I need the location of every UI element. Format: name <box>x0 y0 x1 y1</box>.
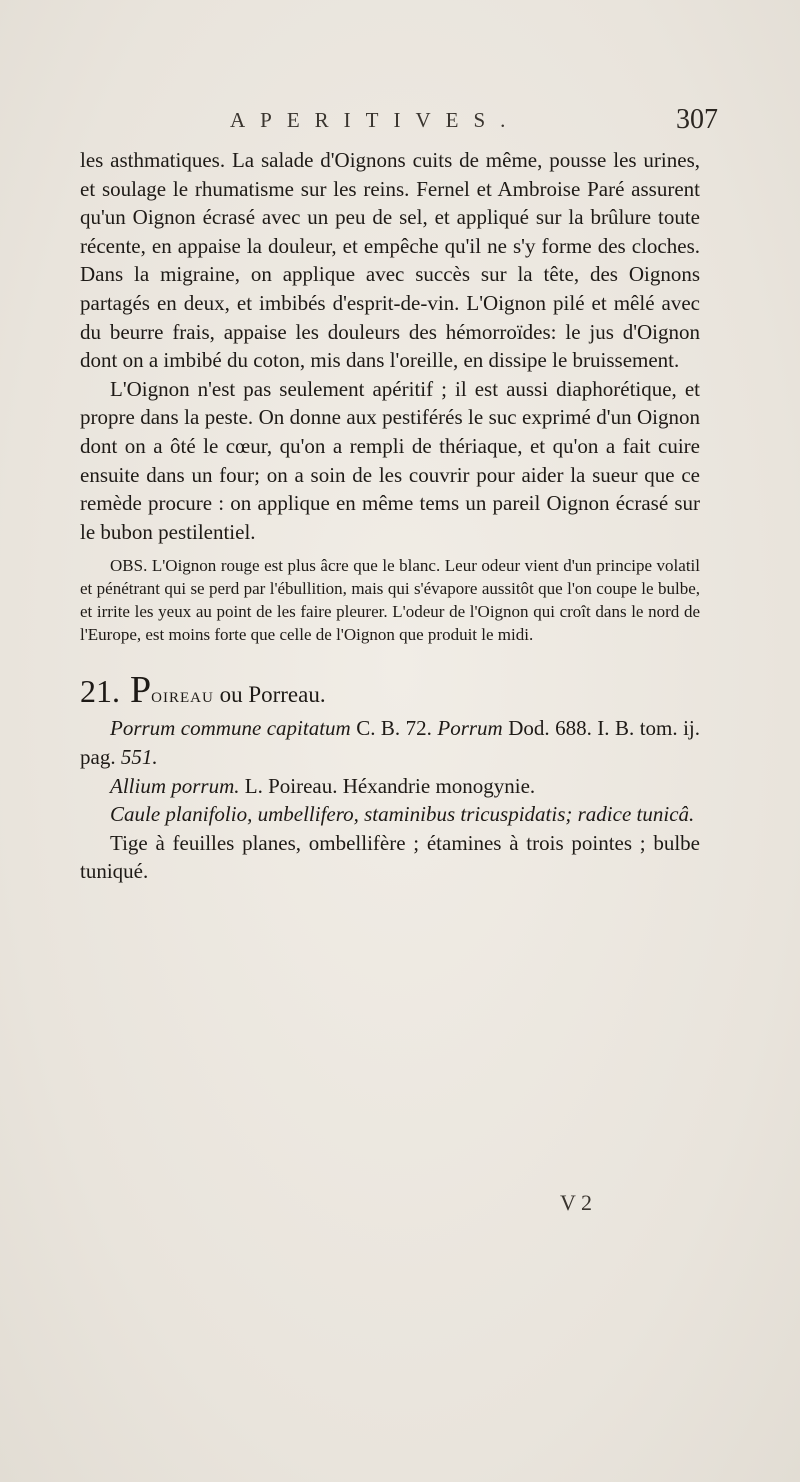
paragraph-oignon-uses: les asthmatiques. La salade d'Oignons cuits de même, pousse les urines, et soulage le rhumatisme sur les reins. Fernel et Ambroise Paré assurent qu'un Oignon écrasé avec un peu de sel, et appliqué sur la brûlure toute récente, en appaise la douleur, et empêche qu'il ne s'y forme des cloches. Dans la migraine, on applique avec succès sur la tête, des Oignons partagés en deux, et imbibés d'esprit-de-vin. L'Oignon pilé et mêlé avec du beurre frais, appaise les douleurs des hémorroïdes: le jus d'Oignon dont on a imbibé du coton, mis dans l'oreille, en dissipe le bruissement. <box>80 148 700 373</box>
reference-latin-name-2: Porrum <box>437 716 503 741</box>
entry-number: 21. <box>80 673 120 710</box>
latin-description: Caule planifolio, umbellifero, staminibus tricuspidatis; radice tunicâ. <box>110 802 695 827</box>
observation-note: OBS. L'Oignon rouge est plus âcre que le blanc. Leur odeur vient d'un principe volatil et pénétrant qui se perd par l'ébullition, mais qui s'évapore aussitôt que l'on coupe le bulbe, et irrite les yeux au point de les faire pleurer. L'odeur de l'Oignon qui croît dans le nord de l'Europe, est moins forte que celle de l'Oignon que produit le midi. <box>80 556 700 645</box>
classification: L. Poireau. Héxandrie monogynie. <box>244 773 536 798</box>
reference-citation: C. B. 72. <box>356 716 432 741</box>
reference-line-1 <box>80 714 700 771</box>
reference-line-2 <box>80 772 700 801</box>
entry-heading <box>80 669 700 714</box>
linnaean-name: Allium porrum. <box>110 773 240 798</box>
reference-latin-name: Porrum commune capitatum <box>110 716 351 741</box>
reference-page: 551. <box>120 744 158 769</box>
paragraph-oignon-plague: L'Oignon n'est pas seulement apéritif ; il est aussi diaphorétique, et propre dans la peste. On donne aux pestiférés le suc exprimé d'un Oignon dont on a ôté le cœur, qu'on a rempli de thériaque, et qu'on a fait cuire ensuite dans un four; on a soin de les couvrir pour aider la sueur que ce remède procure : on applique en même tems un pareil Oignon écrasé sur le bubon pestilentiel. <box>80 376 700 544</box>
entry-title-rest: OIREAU <box>151 690 214 707</box>
drop-cap: P <box>130 669 152 712</box>
body-text <box>80 146 700 886</box>
french-description: Tige à feuilles planes, ombellifère ; étamines à trois pointes ; bulbe tuniqué. <box>80 830 700 884</box>
running-title: APERITIVES. <box>230 108 521 132</box>
reference-citation-2: Dod. 688. I. B. tom. ij. pag. <box>80 716 701 769</box>
page-header <box>80 104 720 144</box>
page-number: 307 <box>676 104 718 135</box>
entry-title-tail: ou Porreau. <box>219 682 326 708</box>
signature-mark: V 2 <box>560 1190 592 1215</box>
